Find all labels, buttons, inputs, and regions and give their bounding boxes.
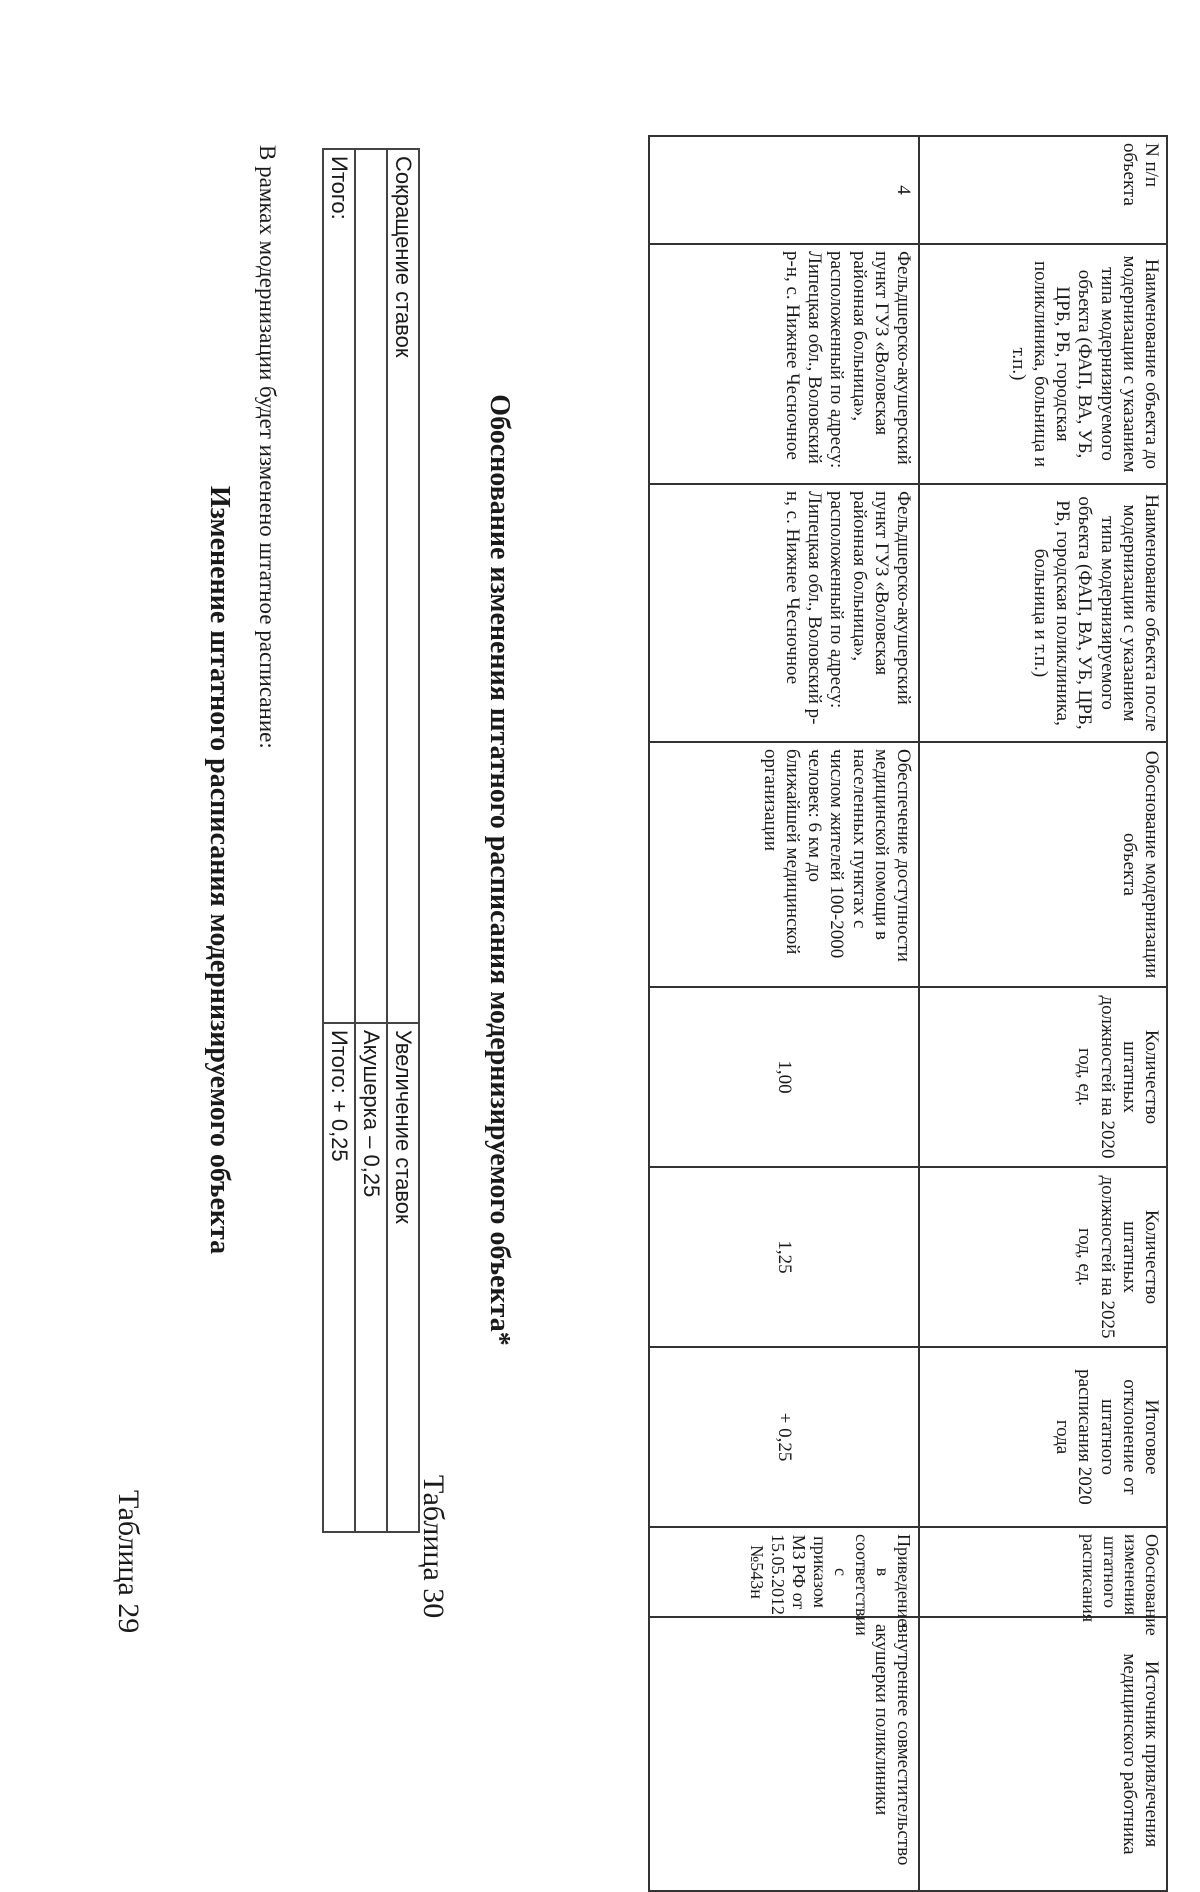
table-29: [322, 148, 420, 1533]
table-cell: Итого: + 0,25: [323, 1023, 355, 1532]
table-29-title: Изменение штатного расписания модернизируемого объекта: [204, 485, 235, 1255]
table-30-label: Таблица 30: [417, 1475, 450, 1619]
header-cell-basis: Обоснование изменения штатного расписания: [919, 1527, 1167, 1617]
table-cell: Акушерка – 0,25: [355, 1023, 387, 1532]
table-row: [649, 136, 919, 1891]
table-cell: Увеличение ставок: [387, 1023, 419, 1532]
header-cell-source: Источник привлечения медицинского работника: [919, 1617, 1167, 1891]
table-cell: [355, 149, 387, 1023]
header-cell-before: Наименование объекта до модернизации с указанием типа модернизируемого объекта (ФАП, ВА, УБ, ЦРБ, РБ, городская поликлиника, больница и т.п.): [919, 244, 1167, 484]
table-cell: Приведение в соответствии с приказом МЗ РФ от 15.05.2012 №543н: [649, 1527, 919, 1617]
table-cell: Сокращение ставок: [387, 149, 419, 1023]
table-cell: внутреннее совместительство акушерки поликлиники: [649, 1617, 919, 1891]
table-cell: + 0,25: [649, 1347, 919, 1527]
table-30-title: Обоснование изменения штатного расписания модернизируемого объекта*: [484, 394, 515, 1346]
header-cell-count-2020: Количество штатных должностей на 2020 год, ед.: [919, 987, 1167, 1167]
table-cell: Итого:: [323, 149, 355, 1023]
table-row: [323, 149, 355, 1532]
table-29-label: Таблица 29: [112, 1490, 145, 1634]
table-header-row: [919, 136, 1167, 1891]
table-cell: 1,00: [649, 987, 919, 1167]
table-30: [648, 135, 1168, 1892]
header-cell-count-2025: Количество штатных должностей на 2025 год, ед.: [919, 1167, 1167, 1347]
table-cell: 1,25: [649, 1167, 919, 1347]
table-cell: 4: [649, 136, 919, 244]
header-cell-num: N п/п объекта: [919, 136, 1167, 244]
table-cell: Обеспечение доступности медицинской помощи в населенных пунктах с числом жителей 100-2000 человек: 6 км до ближайшей медицинской организации: [649, 742, 919, 987]
table-row: [355, 149, 387, 1532]
intro-text: В рамках модернизации будет изменено штатное расписание:: [255, 145, 280, 749]
table-row: [387, 149, 419, 1532]
header-cell-reason: Обоснование модернизации объекта: [919, 742, 1167, 987]
header-cell-after: Наименование объекта после модернизации с указанием типа модернизируемого объекта (ФАП, ВА, УБ, ЦРБ, РБ, городская поликлиника, больница и т.п.): [919, 484, 1167, 742]
table-cell: Фельдшерско-акушерский пункт ГУЗ «Воловская районная больница», расположенный по адресу: Липецкая обл., Воловский р-н, с. Нижнее Чесночное: [649, 484, 919, 742]
table-cell: Фельдшерско-акушерский пункт ГУЗ «Воловская районная больница», расположенный по адресу: Липецкая обл., Воловский р-н, с. Нижнее Чесночное: [649, 244, 919, 484]
header-cell-deviation: Итоговое отклонение от штатного расписания 2020 года: [919, 1347, 1167, 1527]
